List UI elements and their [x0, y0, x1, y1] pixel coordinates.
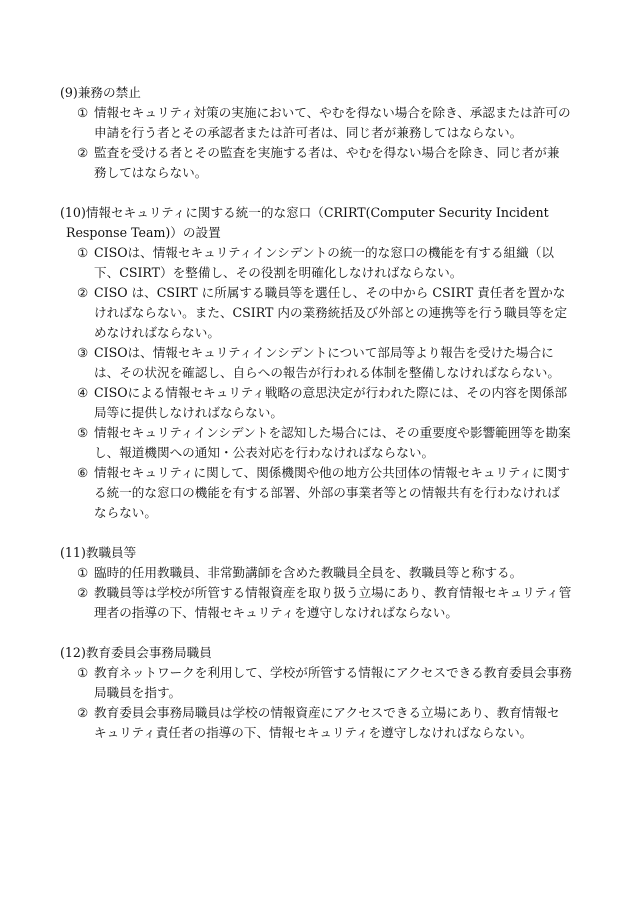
- item-number: ①: [77, 245, 89, 260]
- list-item: [60, 243, 572, 283]
- item-list: [60, 563, 572, 623]
- item-number: ②: [77, 705, 89, 720]
- section-12: [60, 643, 572, 743]
- item-number: ⑥: [77, 465, 89, 480]
- list-item: [60, 463, 572, 523]
- item-text: 情報セキュリティ対策の実施において、やむを得ない場合を除き、承認または許可の申請を行う者とその承認者または許可者は、同じ者が兼務してはならない。: [94, 105, 571, 140]
- section-11: [60, 543, 572, 623]
- item-number: ②: [77, 585, 89, 600]
- section-title: (9)兼務の禁止: [60, 85, 141, 100]
- list-item: [60, 423, 572, 463]
- list-item: [60, 343, 572, 383]
- section-title-line2: Response Team)）の設置: [66, 225, 221, 240]
- item-text: 監査を受ける者とその監査を実施する者は、やむを得ない場合を除き、同じ者が兼務してはならない。: [94, 145, 560, 180]
- item-number: ①: [77, 665, 89, 680]
- section-title-line1: (10)情報セキュリティに関する統一的な窓口（CRIRT(Computer Security Incident: [60, 205, 549, 220]
- list-item: [60, 103, 572, 143]
- section-10: [60, 203, 572, 523]
- list-item: [60, 583, 572, 623]
- item-number: ①: [77, 105, 89, 120]
- item-number: ④: [77, 385, 89, 400]
- section-9: [60, 83, 572, 183]
- item-number: ②: [77, 285, 89, 300]
- section-title: (12)教育委員会事務局職員: [60, 645, 212, 660]
- section-title: (11)教職員等: [60, 545, 137, 560]
- list-item: [60, 283, 572, 343]
- item-number: ③: [77, 345, 89, 360]
- list-item: [60, 383, 572, 423]
- item-number: ②: [77, 145, 89, 160]
- item-text: 情報セキュリティインシデントを認知した場合には、その重要度や影響範囲等を勘案し、報道機関への通知・公表対応を行わなければならない。: [94, 425, 571, 460]
- item-text: CISOは、情報セキュリティインシデントについて部局等より報告を受けた場合には、その状況を確認し、自らへの報告が行われる体制を整備しなければならない。: [94, 345, 560, 380]
- list-item: [60, 563, 572, 583]
- item-text: CISOによる情報セキュリティ戦略の意思決定が行われた際には、その内容を関係部局等に提供しなければならない。: [94, 385, 568, 420]
- section-title: [60, 203, 572, 243]
- item-text: 教職員等は学校が所管する情報資産を取り扱う立場にあり、教育情報セキュリティ管理者の指導の下、情報セキュリティを遵守しなければならない。: [94, 585, 572, 620]
- list-item: [60, 143, 572, 183]
- item-number: ①: [77, 565, 89, 580]
- item-list: [60, 663, 572, 743]
- item-text: 情報セキュリティに関して、関係機関や他の地方公共団体の情報セキュリティに関する統一的な窓口の機能を有する部署、外部の事業者等との情報共有を行わなければならない。: [94, 465, 570, 520]
- item-list: [60, 243, 572, 523]
- item-text: 教育委員会事務局職員は学校の情報資産にアクセスできる立場にあり、教育情報セキュリティ責任者の指導の下、情報セキュリティを遵守しなければならない。: [94, 705, 560, 740]
- item-number: ⑤: [77, 425, 89, 440]
- list-item: [60, 663, 572, 703]
- item-text: 教育ネットワークを利用して、学校が所管する情報にアクセスできる教育委員会事務局職員を指す。: [94, 665, 572, 700]
- list-item: [60, 703, 572, 743]
- item-list: [60, 103, 572, 183]
- item-text: CISOは、情報セキュリティインシデントの統一的な窓口の機能を有する組織（以下、CSIRT）を整備し、その役割を明確化しなければならない。: [94, 245, 554, 280]
- item-text: CISO は、CSIRT に所属する職員等を選任し、その中から CSIRT 責任者を置かなければならない。また、CSIRT 内の業務統括及び外部との連携等を行う職員等を定めなければならない。: [94, 285, 568, 340]
- item-text: 臨時的任用教職員、非常勤講師を含めた教職員全員を、教職員等と称する。: [94, 565, 523, 580]
